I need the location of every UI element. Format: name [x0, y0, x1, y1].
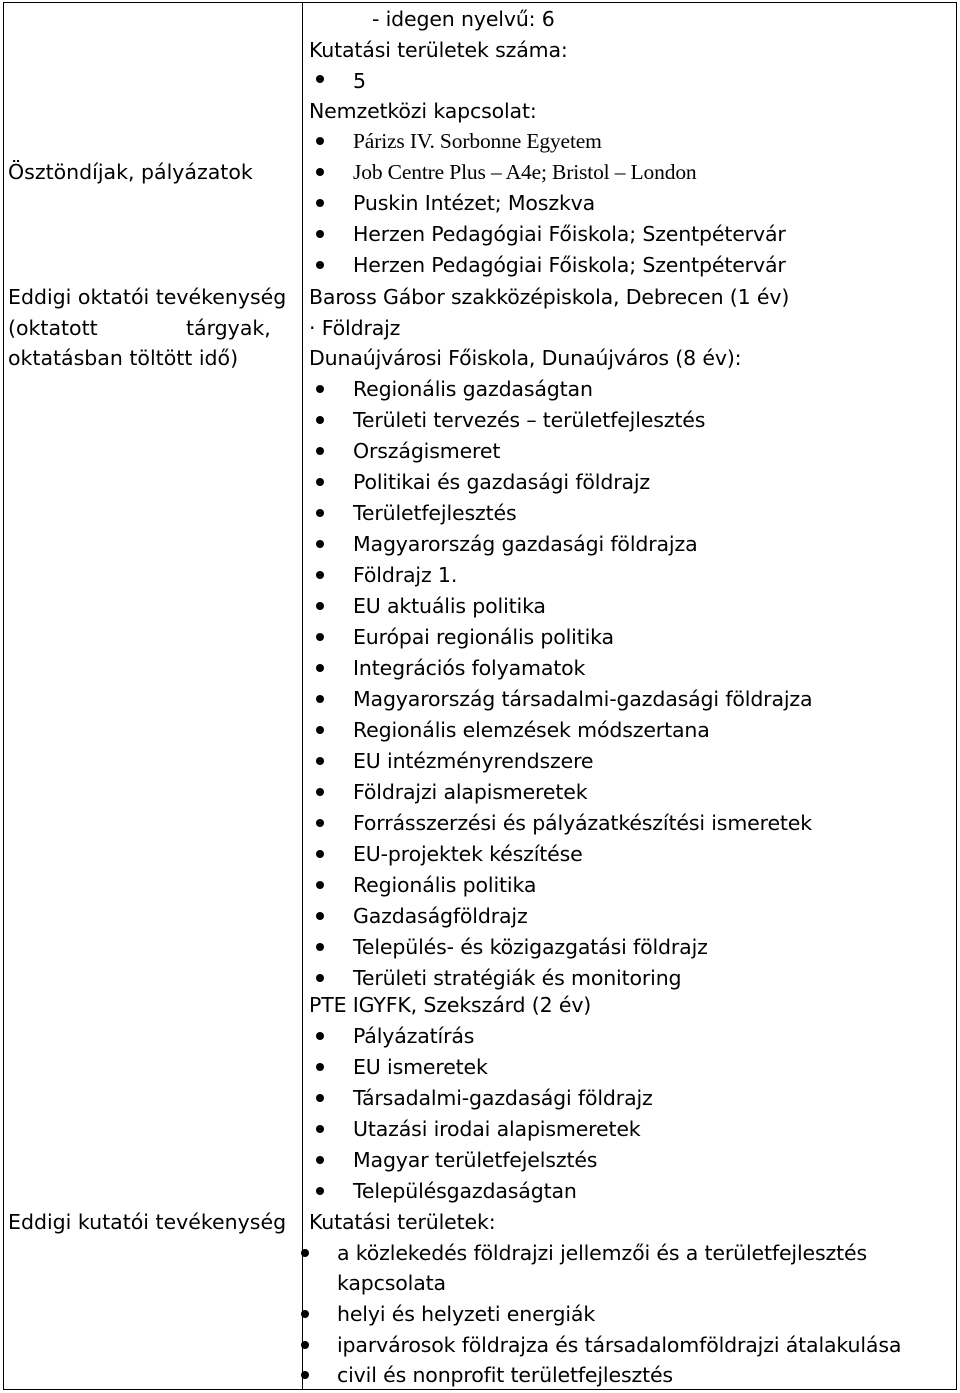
subject-item: EU intézményrendszere: [353, 749, 594, 773]
bullet-icon: [316, 1125, 324, 1133]
subject-item: Politikai és gazdasági földrajz: [353, 470, 651, 494]
bullet-icon: [316, 1063, 324, 1071]
bullet-icon: [316, 75, 324, 83]
bullet-icon: [316, 137, 324, 145]
school-pte: PTE IGYFK, Szekszárd (2 év): [309, 993, 592, 1017]
research-area-count: 5: [353, 69, 366, 93]
bullet-icon: [316, 1187, 324, 1195]
subject-item: Forrásszerzési és pályázatkészítési ismeretek: [353, 811, 812, 835]
scholarship-item: Puskin Intézet; Moszkva: [353, 191, 596, 215]
subject-item: Magyar területfejelsztés: [353, 1148, 598, 1172]
subject-item: Területi stratégiák és monitoring: [353, 966, 682, 990]
bullet-icon: [316, 1032, 324, 1040]
bullet-icon: [316, 974, 324, 982]
bullet-icon: [316, 788, 324, 796]
subject-item: Gazdaságföldrajz: [353, 904, 528, 928]
subject-item: EU ismeretek: [353, 1055, 488, 1079]
bullet-icon: [301, 1341, 309, 1349]
research-label: Eddigi kutatói tevékenység: [8, 1210, 287, 1234]
international-relation-item: Párizs IV. Sorbonne Egyetem: [353, 129, 602, 153]
bullet-icon: [316, 819, 324, 827]
bullet-icon: [316, 602, 324, 610]
bullet-icon: [316, 168, 324, 176]
teaching-label-line2b: tárgyak,: [186, 316, 271, 340]
bullet-icon: [316, 726, 324, 734]
bullet-icon: [316, 1156, 324, 1164]
subject-item: Európai regionális politika: [353, 625, 614, 649]
subject-item: Társadalmi-gazdasági földrajz: [353, 1086, 653, 1110]
bullet-icon: [316, 881, 324, 889]
bullet-icon: [316, 912, 324, 920]
subject-item: Integrációs folyamatok: [353, 656, 586, 680]
bullet-icon: [316, 757, 324, 765]
subject-item: Település- és közigazgatási földrajz: [353, 935, 708, 959]
subject-item: Utazási irodai alapismeretek: [353, 1117, 641, 1141]
subject-item: Területfejlesztés: [353, 501, 517, 525]
subject-item: EU-projektek készítése: [353, 842, 583, 866]
subject-item: Magyarország gazdasági földrajza: [353, 532, 698, 556]
research-item: iparvárosok földrajza és társadalomföldrajzi átalakulása: [337, 1333, 902, 1357]
scholarship-item: Herzen Pedagógiai Főiskola; Szentpétervár: [353, 222, 786, 246]
school-baross-subject: · Földrajz: [309, 316, 401, 340]
bullet-icon: [316, 199, 324, 207]
teaching-label-line3: oktatásban töltött idő): [8, 346, 239, 370]
subject-item: Regionális gazdaságtan: [353, 377, 593, 401]
bullet-icon: [316, 664, 324, 672]
foreign-language-count: - idegen nyelvű: 6: [372, 7, 555, 31]
bullet-icon: [316, 540, 324, 548]
subject-item: Földrajzi alapismeretek: [353, 780, 588, 804]
school-dunaujvaros: Dunaújvárosi Főiskola, Dunaújváros (8 év):: [309, 346, 742, 370]
teaching-label-line1: Eddigi oktatói tevékenység: [8, 285, 287, 309]
bullet-icon: [316, 261, 324, 269]
subject-item: Pályázatírás: [353, 1024, 475, 1048]
school-baross: Baross Gábor szakközépiskola, Debrecen (1 év): [309, 285, 790, 309]
subject-item: EU aktuális politika: [353, 594, 546, 618]
research-item-continuation: kapcsolata: [337, 1271, 446, 1295]
bullet-icon: [316, 385, 324, 393]
subject-item: Regionális politika: [353, 873, 537, 897]
bullet-icon: [316, 230, 324, 238]
scholarship-item: Job Centre Plus – A4e; Bristol – London: [353, 160, 697, 184]
bullet-icon: [316, 447, 324, 455]
subject-item: Földrajz 1.: [353, 563, 458, 587]
bullet-icon: [316, 509, 324, 517]
bullet-icon: [316, 850, 324, 858]
research-item: civil és nonprofit területfejlesztés: [337, 1363, 673, 1387]
research-item: helyi és helyzeti energiák: [337, 1302, 596, 1326]
subject-item: Magyarország társadalmi-gazdasági földrajza: [353, 687, 813, 711]
column-divider: [302, 3, 303, 1389]
bullet-icon: [301, 1249, 309, 1257]
subject-item: Regionális elemzések módszertana: [353, 718, 710, 742]
research-area-count-label: Kutatási területek száma:: [309, 38, 568, 62]
scholarships-label: Ösztöndíjak, pályázatok: [8, 160, 253, 184]
bullet-icon: [316, 478, 324, 486]
teaching-label-line2a: (oktatott: [8, 316, 98, 340]
bullet-icon: [301, 1310, 309, 1318]
subject-item: Településgazdaságtan: [353, 1179, 577, 1203]
bullet-icon: [316, 943, 324, 951]
bullet-icon: [316, 695, 324, 703]
bullet-icon: [316, 1094, 324, 1102]
bullet-icon: [316, 633, 324, 641]
research-item: a közlekedés földrajzi jellemzői és a területfejlesztés: [337, 1241, 867, 1265]
bullet-icon: [301, 1371, 309, 1379]
bullet-icon: [316, 571, 324, 579]
subject-item: Országismeret: [353, 439, 501, 463]
research-heading: Kutatási területek:: [309, 1210, 496, 1234]
bullet-icon: [316, 416, 324, 424]
subject-item: Területi tervezés – területfejlesztés: [353, 408, 706, 432]
international-relations-label: Nemzetközi kapcsolat:: [309, 99, 537, 123]
scholarship-item: Herzen Pedagógiai Főiskola; Szentpétervár: [353, 253, 786, 277]
